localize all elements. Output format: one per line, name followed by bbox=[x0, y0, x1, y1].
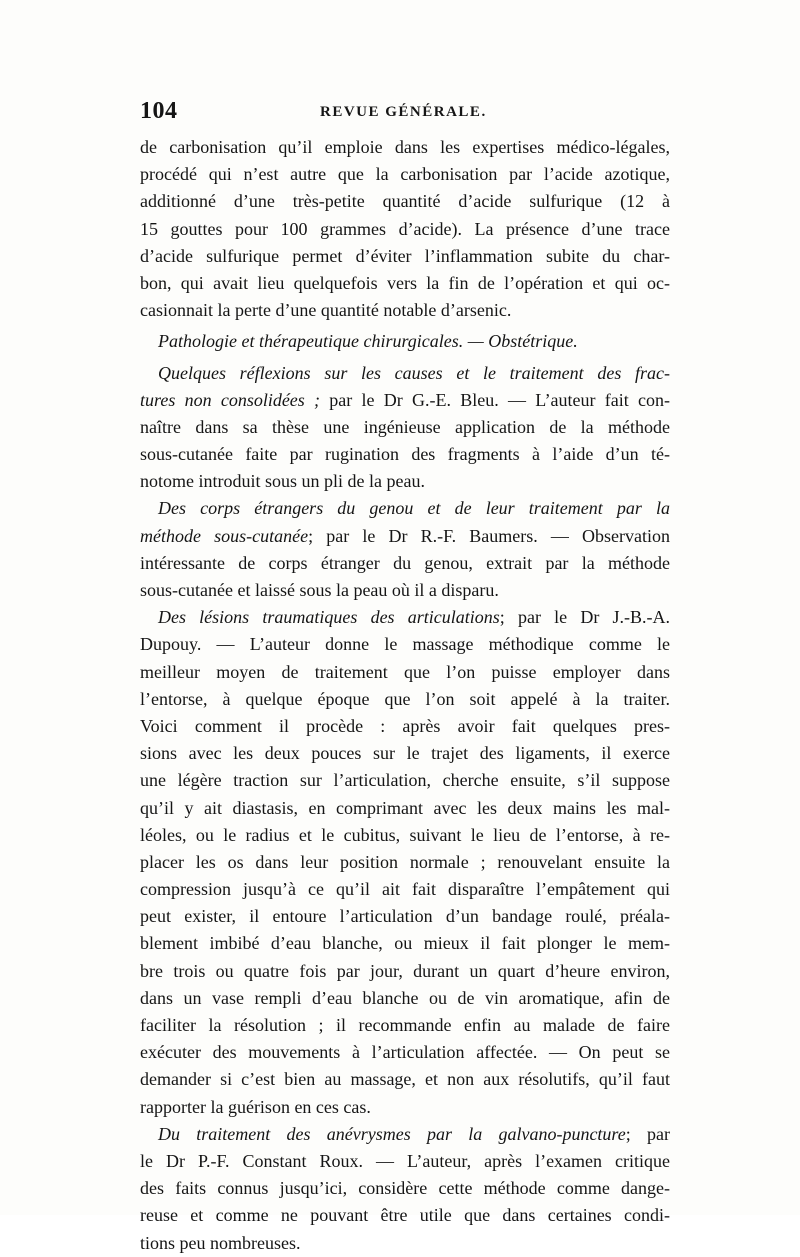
text-line: exécuter des mouvements à l’articulation affectée. — On peut se bbox=[140, 1042, 670, 1063]
text-line: intéressante de corps étranger du genou, extrait par la méthode bbox=[140, 552, 670, 573]
text-line: 15 gouttes pour 100 grammes d’acide). La présence d’une trace bbox=[140, 218, 670, 239]
text-line: sous-cutanée et laissé sous la peau où il a disparu. bbox=[140, 580, 499, 600]
body-text bbox=[140, 134, 670, 1257]
text-line: demander si c’est bien au massage, et non aux résolutifs, qu’il faut bbox=[140, 1069, 670, 1090]
text-run: ; par le Dr J.-B.-A. bbox=[499, 607, 670, 628]
text-line: de carbonisation qu’il emploie dans les expertises médico-légales, bbox=[140, 137, 670, 157]
text-run: ; par bbox=[625, 1123, 670, 1144]
text-line bbox=[140, 604, 670, 631]
text-line: rapporter la guérison en ces cas. bbox=[140, 1096, 371, 1117]
text-line: des faits connus jusqu’ici, considère cette méthode comme dange- bbox=[140, 1178, 670, 1199]
text-line: l’entorse, à quelque époque que l’on soit appelé à la traiter. bbox=[140, 688, 670, 709]
article-title: Quelques réflexions sur les causes et le traitement des frac- bbox=[158, 362, 670, 383]
text-run: ; par le Dr R.-F. Baumers. — Observation bbox=[308, 525, 671, 546]
text-line: Dupouy. — L’auteur donne le massage méthodique comme le bbox=[140, 634, 670, 655]
text-line: faciliter la résolution ; il recommande enfin au malade de faire bbox=[140, 1015, 670, 1035]
running-title: REVUE GÉNÉRALE. bbox=[320, 104, 487, 120]
paragraph-aneurysms bbox=[140, 1121, 670, 1257]
text-line bbox=[140, 1121, 670, 1148]
text-line bbox=[140, 495, 670, 522]
text-line: casionnait la perte d’une quantité notable d’arsenic. bbox=[140, 300, 512, 321]
paragraph-arsenic-method bbox=[140, 134, 670, 324]
page-header bbox=[140, 98, 670, 128]
text-line bbox=[140, 523, 670, 550]
paragraph-foreign-bodies bbox=[140, 495, 670, 604]
text-line: d’acide sulfurique permet d’éviter l’inflammation subite du char- bbox=[140, 245, 670, 266]
text-line: dans un vase rempli d’eau blanche ou de vin aromatique, afin de bbox=[140, 987, 670, 1008]
text-line: une légère traction sur l’articulation, cherche ensuite, s’il suppose bbox=[140, 770, 670, 791]
text-line: le Dr P.-F. Constant Roux. — L’auteur, après l’examen critique bbox=[140, 1150, 670, 1171]
text-line: compression jusqu’à ce qu’il ait fait disparaître l’empâtement qui bbox=[140, 879, 670, 900]
text-line: peut exister, il entoure l’articulation d’un bandage roulé, préala- bbox=[140, 906, 670, 927]
article-title: Du traitement des anévrysmes par la galvano-puncture bbox=[158, 1123, 626, 1144]
text-line: placer les os dans leur position normale ; renouvelant ensuite la bbox=[140, 851, 670, 872]
page-number: 104 bbox=[140, 98, 178, 124]
text-line: blement imbibé d’eau blanche, ou mieux il fait plonger le mem- bbox=[140, 933, 670, 954]
text-line: sions avec les deux pouces sur le trajet des ligaments, il exerce bbox=[140, 743, 670, 764]
article-title: Des lésions traumatiques des articulations bbox=[158, 607, 500, 628]
article-title: méthode sous-cutanée bbox=[140, 525, 309, 546]
text-line: notome introduit sous un pli de la peau. bbox=[140, 471, 425, 492]
text-line: Voici comment il procède : après avoir fait quelques pres- bbox=[140, 715, 670, 736]
text-line: qu’il y ait diastasis, en comprimant avec les deux mains les mal- bbox=[140, 797, 670, 818]
text-line: sous-cutanée faite par rugination des fragments à l’aide d’un té- bbox=[140, 444, 670, 465]
article-title: tures non consolidées ; bbox=[140, 389, 321, 410]
text-line: meilleur moyen de traitement que l’on puisse employer dans bbox=[140, 661, 670, 682]
text-line: procédé qui n’est autre que la carbonisation par l’acide azotique, bbox=[140, 164, 670, 185]
paragraph-joint-lesions bbox=[140, 604, 670, 1121]
text-line: reuse et comme ne pouvant être utile que dans certaines condi- bbox=[140, 1205, 670, 1226]
text-line: bre trois ou quatre fois par jour, durant un quart d’heure environ, bbox=[140, 960, 670, 981]
text-run: par le Dr G.-E. Bleu. — L’auteur fait con- bbox=[320, 389, 670, 410]
text-line: bon, qui avait lieu quelquefois vers la fin de l’opération et qui oc- bbox=[140, 272, 670, 293]
text-line bbox=[140, 387, 670, 414]
text-line: additionné d’une très-petite quantité d’acide sulfurique (12 à bbox=[140, 191, 670, 212]
article-title: Des corps étrangers du genou et de leur traitement par la bbox=[158, 498, 670, 519]
text-line: léoles, ou le radius et le cubitus, suivant le lieu de l’entorse, à re- bbox=[140, 824, 670, 845]
text-line: tions peu nombreuses. bbox=[140, 1232, 301, 1253]
section-heading: Pathologie et thérapeutique chirurgicales. — Obstétrique. bbox=[158, 331, 578, 352]
text-line bbox=[140, 360, 670, 387]
text-line: naître dans sa thèse une ingénieuse application de la méthode bbox=[140, 416, 670, 437]
paragraph-fractures bbox=[140, 360, 670, 496]
